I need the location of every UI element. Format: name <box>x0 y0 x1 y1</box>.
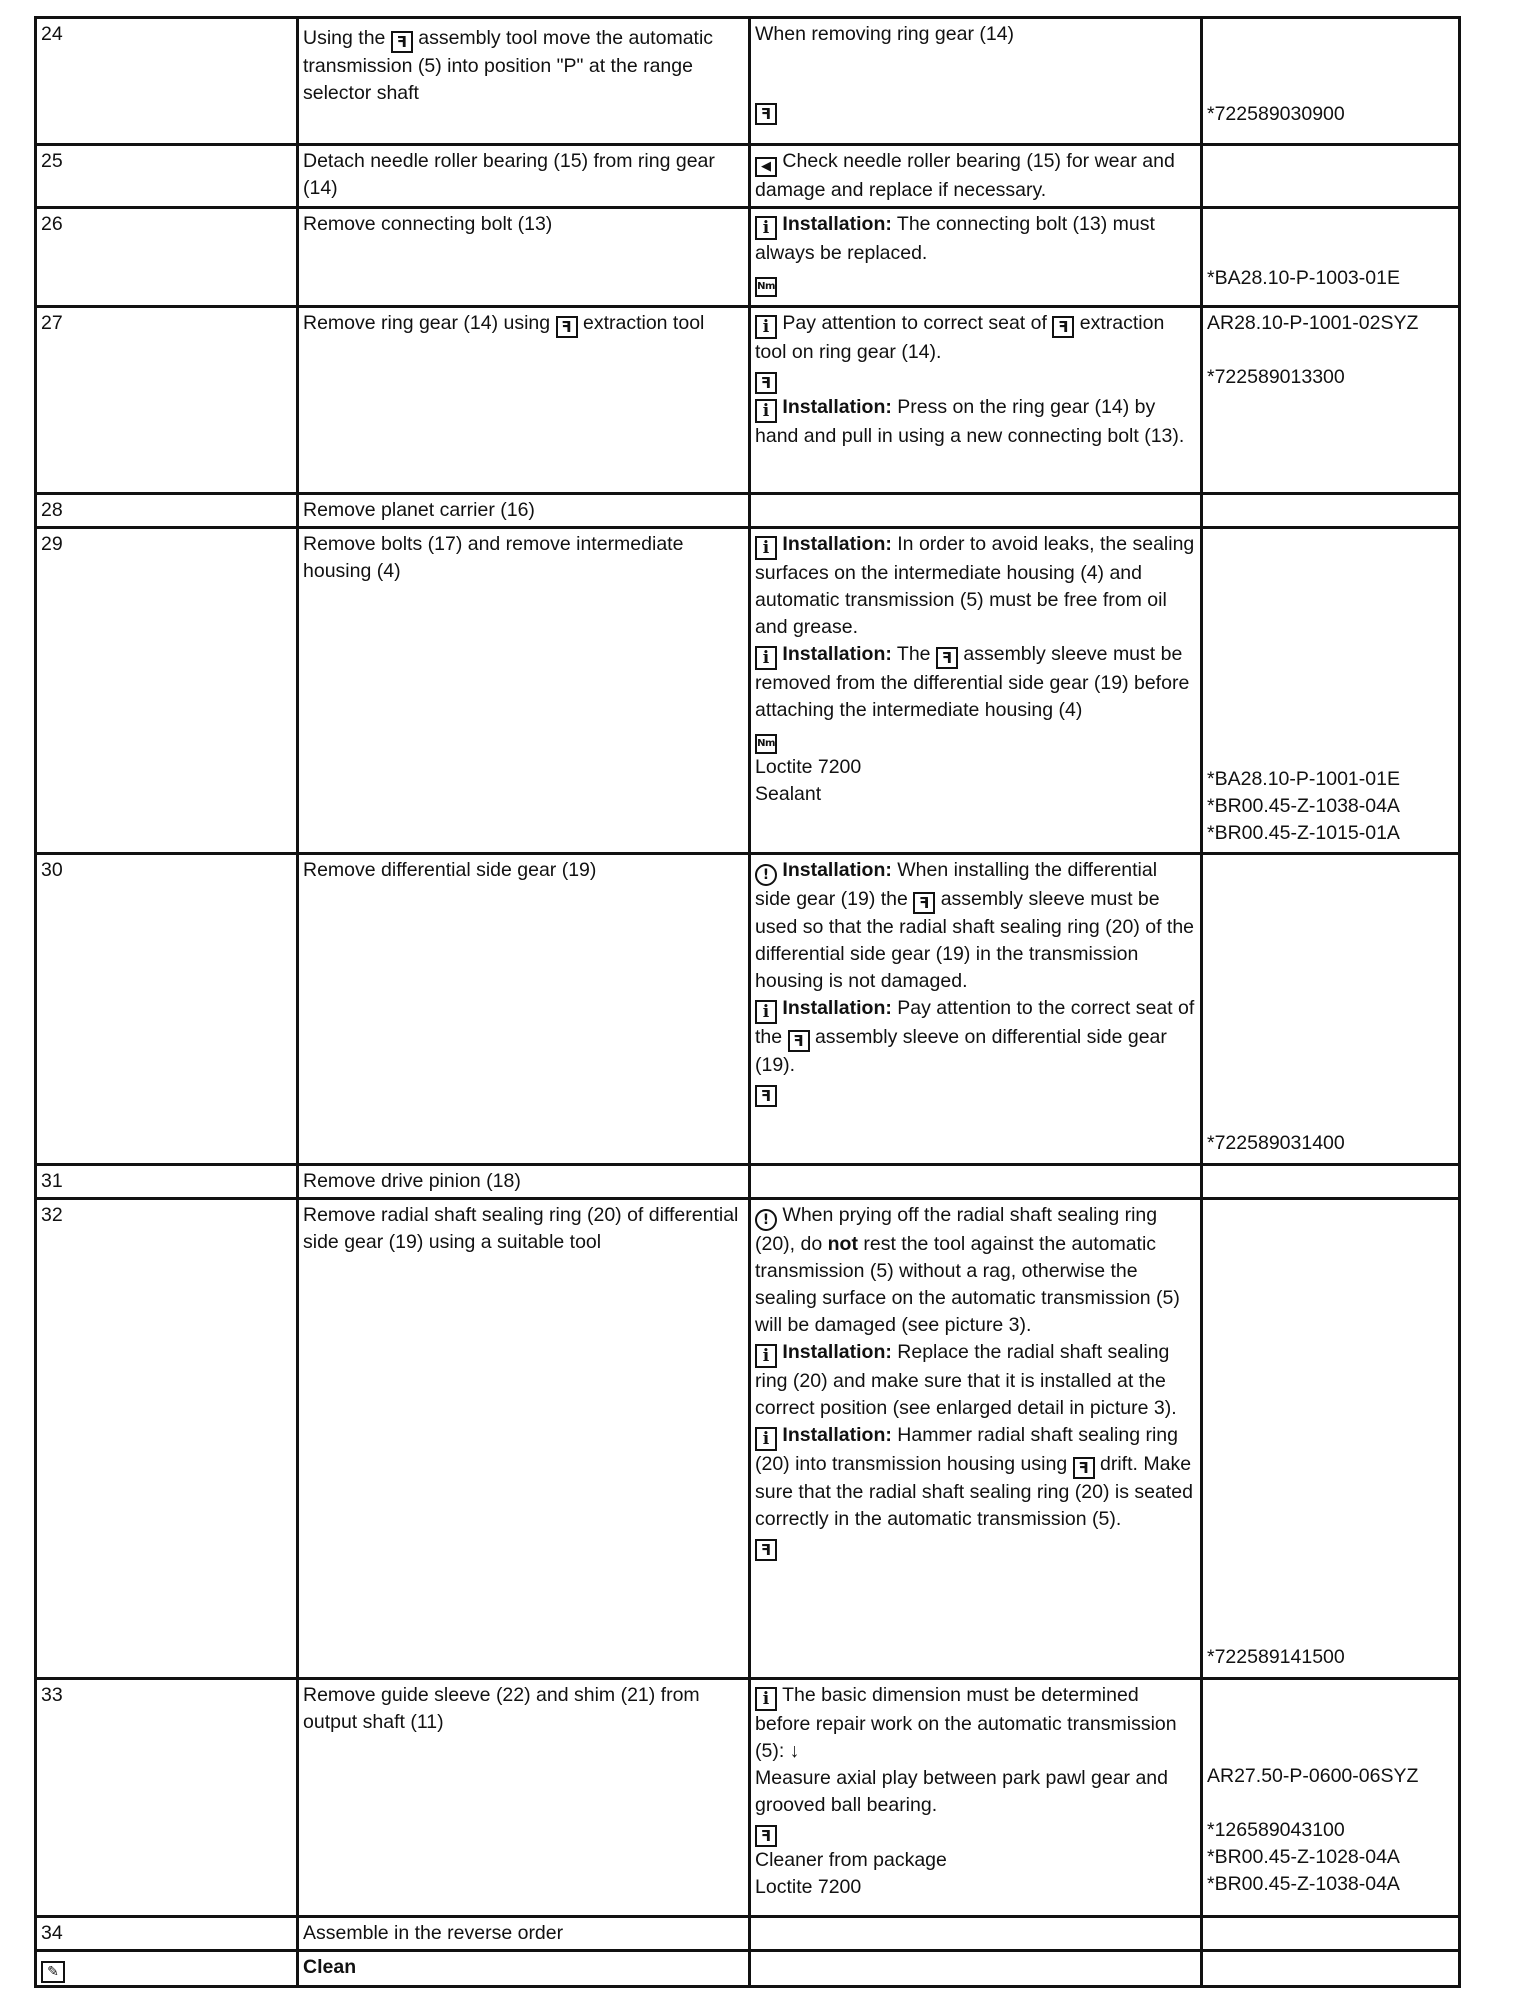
warning-icon: ! <box>755 864 777 886</box>
step-action: Remove guide sleeve (22) and shim (21) from output shaft (11) <box>298 1679 750 1917</box>
step-notes: When removing ring gear (14) ꟻ <box>750 18 1202 145</box>
step-number: 26 <box>36 208 298 307</box>
step-number: 30 <box>36 854 298 1165</box>
info-icon: i <box>755 216 777 240</box>
reference-link[interactable]: *BR00.45-Z-1038-04A <box>1207 795 1400 817</box>
table-row <box>36 208 1460 307</box>
special-tool-icon[interactable]: ꟻ <box>1052 316 1074 338</box>
warning-icon: ! <box>755 1209 777 1231</box>
table-row <box>36 1679 1460 1917</box>
table-row <box>36 1199 1460 1679</box>
step-action: Using the ꟻ assembly tool move the automatic transmission (5) into position "P" at the range selector shaft <box>298 18 750 145</box>
special-tool-icon[interactable]: ꟻ <box>755 1085 777 1107</box>
step-notes <box>750 494 1202 528</box>
step-number: 33 <box>36 1679 298 1917</box>
info-icon: i <box>755 315 777 339</box>
step-notes: ◀ Check needle roller bearing (15) for wear and damage and replace if necessary. <box>750 145 1202 208</box>
info-icon: i <box>755 399 777 423</box>
reference-link[interactable]: *126589043100 <box>1207 1819 1345 1841</box>
notepad-icon: ✎ <box>41 1961 65 1983</box>
reference-link[interactable]: AR28.10-P-1001-02SYZ <box>1207 312 1419 334</box>
step-refs <box>1202 494 1460 528</box>
table-row <box>36 854 1460 1165</box>
special-tool-icon[interactable]: ꟻ <box>936 647 958 669</box>
special-tool-icon[interactable]: ꟻ <box>913 892 935 914</box>
step-number: 25 <box>36 145 298 208</box>
special-tool-icon[interactable]: ꟻ <box>755 1539 777 1561</box>
step-number: 29 <box>36 528 298 854</box>
info-icon: i <box>755 1427 777 1451</box>
step-notes: i Installation: The connecting bolt (13) must always be replaced. Nm <box>750 208 1202 307</box>
step-number: 24 <box>36 18 298 145</box>
step-action: Remove connecting bolt (13) <box>298 208 750 307</box>
step-refs <box>1202 1199 1460 1679</box>
step-notes <box>750 1951 1202 1987</box>
special-tool-icon[interactable]: ꟻ <box>1073 1457 1095 1479</box>
step-refs <box>1202 1917 1460 1951</box>
step-number: 32 <box>36 1199 298 1679</box>
info-icon: i <box>755 1000 777 1024</box>
arrow-down-icon[interactable]: ↓ <box>789 1740 800 1762</box>
special-tool-icon[interactable]: ꟻ <box>755 103 777 125</box>
table-row <box>36 145 1460 208</box>
step-refs <box>1202 307 1460 494</box>
special-tool-icon[interactable]: ꟻ <box>556 316 578 338</box>
step-notes: ! Installation: When installing the differential side gear (19) the ꟻ assembly sleeve must be used so that the radial shaft sealing ring (20) of the differential side gear (19) in the transmission housing is not damaged. i Installation: Pay attention to the correct seat of the ꟻ assembly sleeve on differential side gear (19). ꟻ <box>750 854 1202 1165</box>
reference-link[interactable]: *722589013300 <box>1207 366 1345 388</box>
step-action: Remove ring gear (14) using ꟻ extraction tool <box>298 307 750 494</box>
special-tool-icon[interactable]: ꟻ <box>788 1030 810 1052</box>
step-refs <box>1202 145 1460 208</box>
reference-link[interactable]: *722589030900 <box>1207 103 1345 125</box>
step-action: Remove bolts (17) and remove intermediate housing (4) <box>298 528 750 854</box>
step-refs <box>1202 528 1460 854</box>
special-tool-icon[interactable]: ꟻ <box>755 1825 777 1847</box>
steps-table <box>34 16 1461 1988</box>
step-number <box>36 1951 298 1987</box>
step-notes: i The basic dimension must be determined before repair work on the automatic transmission (5): ↓ Measure axial play between park pawl gear and grooved ball bearing. ꟻ Cleaner from package Loctite 7200 <box>750 1679 1202 1917</box>
reference-link[interactable]: *BA28.10-P-1003-01E <box>1207 267 1400 289</box>
reference-link[interactable]: *BR00.45-Z-1038-04A <box>1207 1873 1400 1895</box>
table-row <box>36 528 1460 854</box>
step-notes <box>750 1917 1202 1951</box>
reference-link[interactable]: *BR00.45-Z-1015-01A <box>1207 822 1400 844</box>
check-icon: ◀ <box>755 157 777 177</box>
table-row <box>36 1917 1460 1951</box>
torque-nm-icon[interactable]: Nm <box>755 734 777 754</box>
info-icon: i <box>755 646 777 670</box>
step-number: 34 <box>36 1917 298 1951</box>
info-icon: i <box>755 1687 777 1711</box>
special-tool-icon[interactable]: ꟻ <box>391 31 413 53</box>
table-row <box>36 18 1460 145</box>
step-action: Remove differential side gear (19) <box>298 854 750 1165</box>
table-row <box>36 307 1460 494</box>
step-action: Clean <box>298 1951 750 1987</box>
info-icon: i <box>755 536 777 560</box>
step-action: Detach needle roller bearing (15) from ring gear (14) <box>298 145 750 208</box>
repair-procedure-table <box>34 16 1458 1986</box>
table-row <box>36 1165 1460 1199</box>
step-number: 31 <box>36 1165 298 1199</box>
step-refs <box>1202 1679 1460 1917</box>
reference-link[interactable]: *722589141500 <box>1207 1646 1345 1668</box>
step-refs <box>1202 1951 1460 1987</box>
info-icon: i <box>755 1344 777 1368</box>
step-notes <box>750 1165 1202 1199</box>
reference-link[interactable]: AR27.50-P-0600-06SYZ <box>1207 1765 1419 1787</box>
special-tool-icon[interactable]: ꟻ <box>755 372 777 394</box>
step-refs <box>1202 18 1460 145</box>
step-action: Assemble in the reverse order <box>298 1917 750 1951</box>
step-notes: i Installation: In order to avoid leaks, the sealing surfaces on the intermediate housing (4) and automatic transmission (5) must be free from oil and grease. i Installation: The ꟻ assembly sleeve must be removed from the differential side gear (19) before attaching the intermediate housing (4) Nm Loctite 7200 Sealant <box>750 528 1202 854</box>
step-refs <box>1202 208 1460 307</box>
step-action: Remove drive pinion (18) <box>298 1165 750 1199</box>
table-row <box>36 494 1460 528</box>
step-action: Remove radial shaft sealing ring (20) of differential side gear (19) using a suitable tool <box>298 1199 750 1679</box>
reference-link[interactable]: *722589031400 <box>1207 1132 1345 1154</box>
step-notes: ! When prying off the radial shaft sealing ring (20), do not rest the tool against the automatic transmission (5) without a rag, otherwise the sealing surface on the automatic transmission (5) will be damaged (see picture 3). i Installation: Replace the radial shaft sealing ring (20) and make sure that it is installed at the correct position (see enlarged detail in picture 3). i Installation: Hammer radial shaft sealing ring (20) into transmission housing using ꟻ drift. Make sure that the radial shaft sealing ring (20) is seated correctly in the automatic transmission (5). ꟻ <box>750 1199 1202 1679</box>
step-notes: i Pay attention to correct seat of ꟻ extraction tool on ring gear (14). ꟻ i Installation: Press on the ring gear (14) by hand and pull in using a new connecting bolt (13). <box>750 307 1202 494</box>
step-number: 27 <box>36 307 298 494</box>
step-number: 28 <box>36 494 298 528</box>
table-row <box>36 1951 1460 1987</box>
step-refs <box>1202 1165 1460 1199</box>
reference-link[interactable]: *BA28.10-P-1001-01E <box>1207 768 1400 790</box>
step-refs <box>1202 854 1460 1165</box>
reference-link[interactable]: *BR00.45-Z-1028-04A <box>1207 1846 1400 1868</box>
torque-nm-icon[interactable]: Nm <box>755 277 777 297</box>
step-action: Remove planet carrier (16) <box>298 494 750 528</box>
